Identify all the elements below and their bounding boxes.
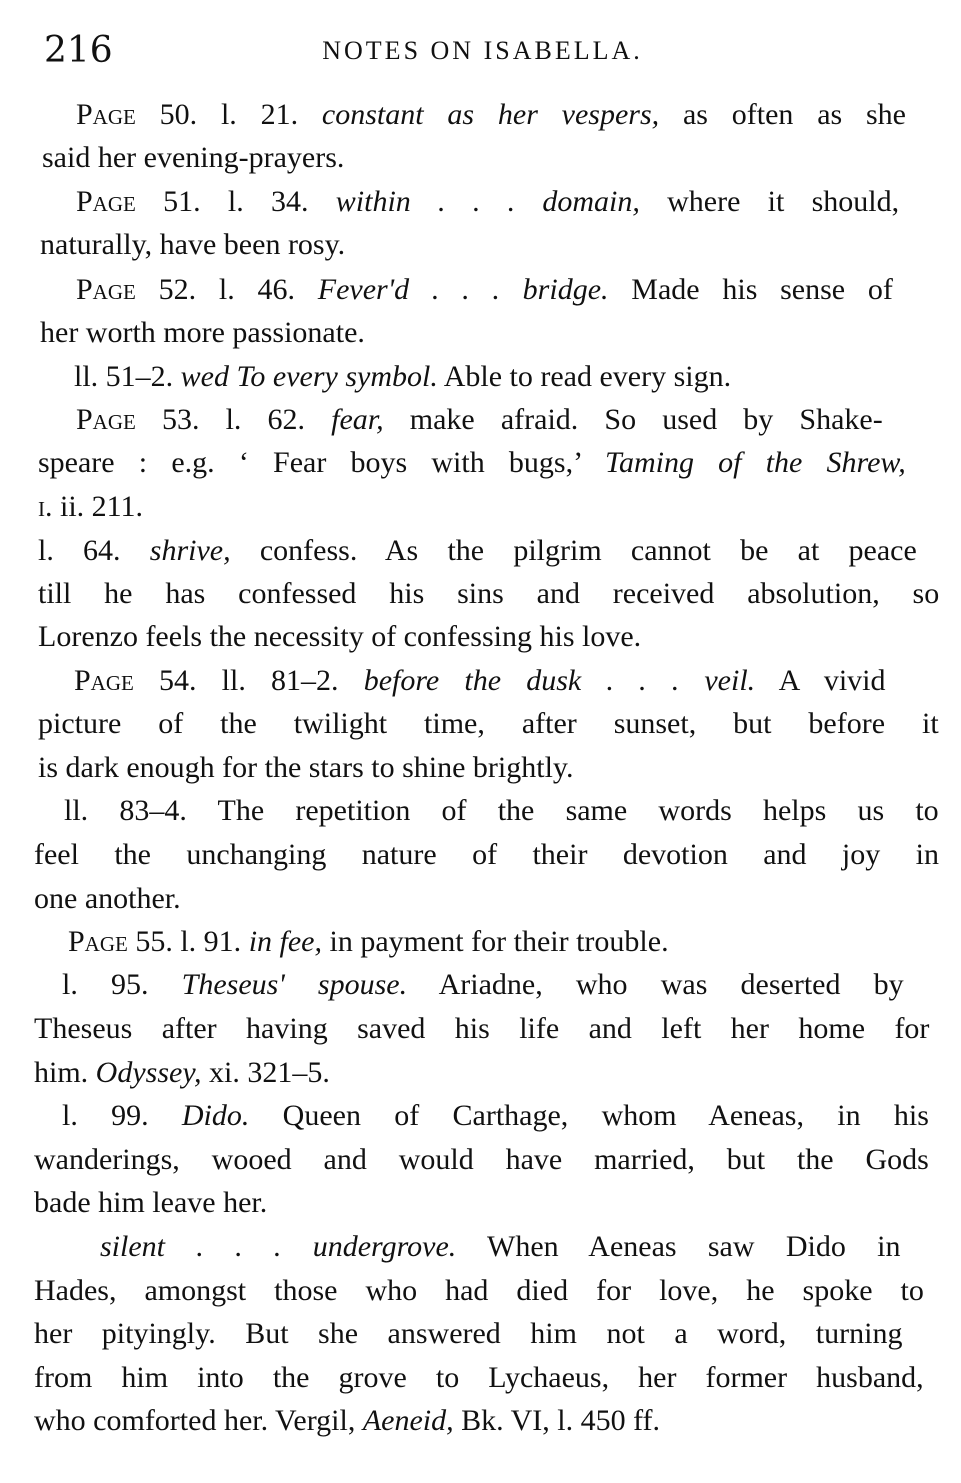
page-number: 216 bbox=[44, 30, 113, 71]
text-run: Bk. VI, l. 450 ff. bbox=[453, 1404, 661, 1437]
text-run: wanderings, wooed and would have married, but the Gods bbox=[34, 1143, 929, 1176]
text-run: When Aeneas saw Dido in bbox=[456, 1230, 901, 1263]
small-caps-text: Page bbox=[76, 98, 136, 131]
note-line bbox=[74, 664, 886, 698]
text-run: Hades, amongst those who had died for love, he spoke to bbox=[34, 1274, 924, 1307]
text-run: ll. 51–2. bbox=[74, 360, 181, 393]
note-line bbox=[76, 185, 899, 219]
small-caps-text: Page bbox=[76, 403, 136, 436]
note-line bbox=[62, 1099, 929, 1133]
text-run: 54. ll. 81–2. bbox=[133, 664, 364, 697]
note-line bbox=[34, 1274, 924, 1308]
text-run: feel the unchanging nature of their devotion and joy in bbox=[34, 838, 939, 871]
italic-term: shrive, bbox=[149, 534, 231, 567]
note-line bbox=[34, 838, 939, 872]
text-run: l. 64. bbox=[38, 534, 150, 567]
note-line bbox=[38, 577, 939, 611]
text-run: bade him leave her. bbox=[34, 1186, 268, 1219]
italic-term: within . . . domain, bbox=[335, 185, 640, 218]
note-line bbox=[40, 316, 365, 350]
note-line bbox=[34, 1143, 929, 1177]
text-run: him. bbox=[34, 1056, 96, 1089]
note-line bbox=[38, 446, 906, 480]
text-run: one another. bbox=[34, 882, 181, 915]
note-line bbox=[38, 707, 939, 741]
text-run: Made his sense of bbox=[608, 273, 893, 306]
note-line bbox=[76, 403, 883, 437]
note-line bbox=[42, 141, 344, 175]
note-line bbox=[38, 534, 917, 568]
note-line bbox=[76, 273, 893, 307]
text-run: 50. l. 21. bbox=[135, 98, 322, 131]
text-run: 53. l. 62. bbox=[135, 403, 332, 436]
note-line bbox=[34, 1361, 924, 1395]
italic-term: silent . . . undergrove. bbox=[100, 1230, 457, 1263]
text-run: l. 99. bbox=[62, 1099, 182, 1132]
text-run: naturally, have been rosy. bbox=[40, 228, 346, 261]
italic-term: in fee, bbox=[248, 925, 322, 958]
text-run: as often as she bbox=[659, 98, 906, 131]
text-run: is dark enough for the stars to shine brightly. bbox=[38, 751, 574, 784]
text-run: make afraid. So used by Shake- bbox=[383, 403, 883, 436]
note-line bbox=[34, 1012, 929, 1046]
italic-term: Odyssey, bbox=[95, 1056, 202, 1089]
note-line bbox=[34, 1404, 660, 1438]
note-line bbox=[38, 620, 641, 654]
note-line bbox=[76, 98, 906, 132]
text-run: Ariadne, who was deserted by bbox=[407, 968, 904, 1001]
italic-term: before the dusk . . . veil. bbox=[363, 664, 756, 697]
italic-term: fear, bbox=[331, 403, 384, 436]
text-run: ll. 83–4. The repetition of the same words helps us to bbox=[64, 794, 939, 827]
small-caps-text: Page bbox=[74, 664, 134, 697]
text-run: l. 95. bbox=[62, 968, 182, 1001]
text-run: Queen of Carthage, whom Aeneas, in his bbox=[249, 1099, 929, 1132]
note-line bbox=[68, 925, 669, 959]
note-line bbox=[34, 1317, 902, 1351]
text-run: till he has confessed his sins and received absolution, so bbox=[38, 577, 940, 610]
note-line bbox=[64, 794, 939, 828]
text-run: where it should, bbox=[639, 185, 900, 218]
text-run: speare : e.g. ‘ Fear boys with bugs,’ bbox=[38, 446, 606, 479]
text-run: Theseus after having saved his life and left her home for bbox=[34, 1012, 930, 1045]
text-run: 52. l. 46. bbox=[135, 273, 318, 306]
text-run: from him into the grove to Lychaeus, her former husband, bbox=[34, 1361, 924, 1394]
note-line bbox=[34, 1056, 330, 1090]
small-caps-text: Page bbox=[76, 185, 136, 218]
italic-term: Taming of the Shrew, bbox=[605, 446, 906, 479]
italic-term: Theseus' spouse. bbox=[181, 968, 408, 1001]
text-run: 51. l. 34. bbox=[135, 185, 336, 218]
running-title: NOTES ON ISABELLA. bbox=[322, 36, 643, 65]
italic-term: Aeneid, bbox=[362, 1404, 454, 1437]
text-run: confess. As the pilgrim cannot be at peace bbox=[230, 534, 917, 567]
note-line bbox=[62, 968, 904, 1002]
text-run: her worth more passionate. bbox=[40, 316, 365, 349]
text-run: Able to read every sign. bbox=[437, 360, 732, 393]
text-run: her pityingly. But she answered him not a word, turning bbox=[34, 1317, 903, 1350]
note-line bbox=[38, 751, 573, 785]
text-run: ii. 211. bbox=[52, 490, 144, 523]
text-run: 55. l. 91. bbox=[127, 925, 249, 958]
text-run: who comforted her. Vergil, bbox=[34, 1404, 363, 1437]
text-run: said her evening-prayers. bbox=[42, 141, 345, 174]
note-line bbox=[38, 490, 143, 524]
note-line bbox=[34, 882, 181, 916]
italic-term: Fever'd . . . bridge. bbox=[317, 273, 609, 306]
page-header bbox=[44, 30, 921, 74]
text-run: Lorenzo feels the necessity of confessing his love. bbox=[38, 620, 642, 653]
small-caps-text: Page bbox=[76, 273, 136, 306]
text-run: A vivid bbox=[755, 664, 886, 697]
small-caps-text: Page bbox=[68, 925, 128, 958]
small-caps-text: i. bbox=[38, 490, 53, 523]
note-line bbox=[40, 228, 345, 262]
italic-term: constant as her vespers, bbox=[321, 98, 660, 131]
note-line bbox=[74, 360, 731, 394]
note-line bbox=[100, 1230, 900, 1264]
text-run: in payment for their trouble. bbox=[322, 925, 669, 958]
italic-term: Dido. bbox=[181, 1099, 250, 1132]
text-run: xi. 321–5. bbox=[201, 1056, 330, 1089]
note-line bbox=[34, 1186, 267, 1220]
text-run: picture of the twilight time, after sunset, but before it bbox=[38, 707, 939, 740]
italic-term: wed To every symbol. bbox=[180, 360, 438, 393]
